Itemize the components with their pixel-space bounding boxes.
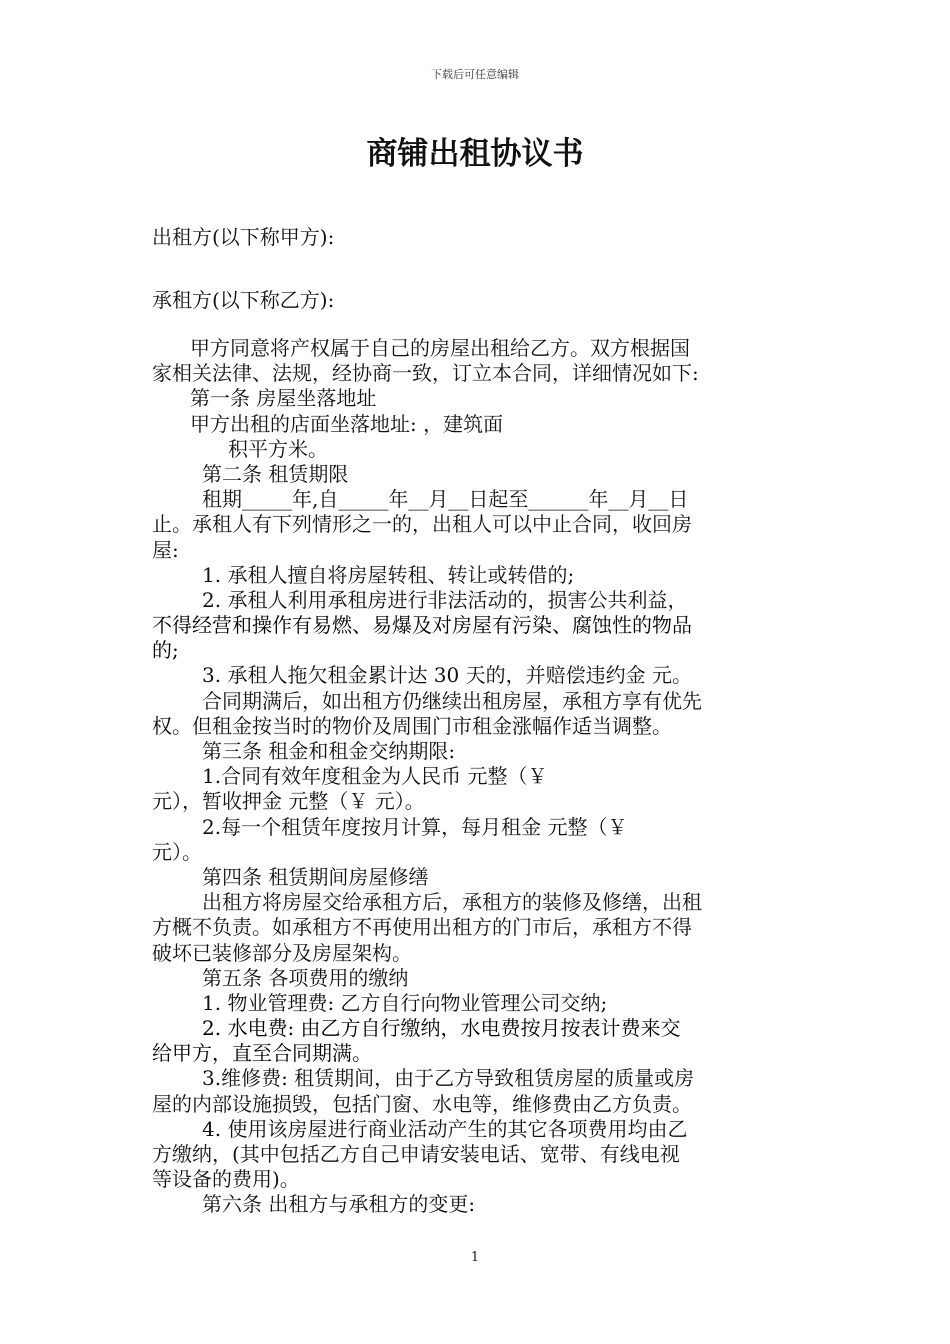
contract-body: [152, 336, 812, 1218]
list-item: 2. 承租人利用承租房进行非法活动的，损害公共利益，: [202, 587, 688, 612]
article-heading: 第三条 租金和租金交纳期限:: [202, 739, 456, 763]
body-line: 出租方将房屋交给承租方后，承租方的装修及修缮，出租: [202, 890, 702, 915]
body-line: 甲方出租的店面坐落地址: ，建筑面: [190, 411, 504, 436]
article-heading: 第五条 各项费用的缴纳: [202, 965, 409, 990]
body-line: 屋:: [152, 537, 179, 562]
body-line: 止。承租人有下列情形之一的，出租人可以中止合同，收回房: [152, 512, 692, 537]
body-line: 方缴纳，(其中包括乙方自己申请安装电话、宽带、有线电视: [152, 1142, 680, 1166]
body-line: 不得经营和操作有易燃、易爆及对房屋有污染、腐蚀性的物品: [152, 613, 692, 638]
body-line: 家相关法律、法规，经协商一致，订立本合同，详细情况如下:: [152, 361, 699, 386]
body-line: 元），暂收押金 元整（￥ 元）。: [152, 789, 425, 814]
list-item: 1.合同有效年度租金为人民币 元整（￥: [202, 764, 548, 789]
body-line: 合同期满后，如出租方仍继续出租房屋，承租方享有优先: [202, 688, 702, 713]
lessee-line: 承租方(以下称乙方):: [152, 288, 335, 312]
article-heading: 第四条 租赁期间房屋修缮: [202, 864, 429, 889]
body-line: 给甲方，直至合同期满。: [152, 1041, 372, 1066]
body-line: 权。但租金按当时的物价及周围门市租金涨幅作适当调整。: [152, 713, 672, 738]
body-line: 甲方同意将产权属于自己的房屋出租给乙方。双方根据国: [190, 336, 690, 360]
body-line: 等设备的费用)。: [152, 1167, 300, 1192]
article-heading: 第二条 租赁期限: [202, 461, 349, 486]
article-heading: 第一条 房屋坐落地址: [190, 386, 377, 411]
page-header: 下载后可任意编辑: [431, 68, 519, 81]
body-line: 租期_____年,自_____年__月__日起至______年__月__日: [202, 487, 689, 512]
body-line: 的;: [152, 638, 179, 663]
body-line: 破坏已装修部分及房屋架构。: [152, 940, 412, 965]
body-line: 元）。: [152, 839, 202, 864]
list-item: 3. 承租人拖欠租金累计达 30 天的，并赔偿违约金 元。: [202, 663, 692, 688]
list-item: 1. 承租人擅自将房屋转租、转让或转借的;: [202, 562, 575, 587]
article-heading: 第六条 出租方与承租方的变更:: [202, 1192, 476, 1217]
body-line: 积平方米。: [228, 436, 328, 461]
list-item: 2.每一个租赁年度按月计算，每月租金 元整（￥: [202, 814, 628, 839]
list-item: 4. 使用该房屋进行商业活动产生的其它各项费用均由乙: [202, 1116, 688, 1141]
body-line: 屋的内部设施损毁，包括门窗、水电等，维修费由乙方负责。: [152, 1091, 692, 1116]
list-item: 1. 物业管理费: 乙方自行向物业管理公司交纳;: [202, 990, 608, 1015]
lessor-line: 出租方(以下称甲方):: [152, 225, 335, 249]
list-item: 2. 水电费: 由乙方自行缴纳，水电费按月按表计费来交: [202, 1016, 681, 1041]
list-item: 3.维修费: 租赁期间，由于乙方导致租赁房屋的质量或房: [202, 1066, 695, 1091]
document-title: 商铺出租协议书: [366, 136, 584, 172]
page-number: 1: [470, 1250, 480, 1265]
body-line: 方概不负责。如承租方不再使用出租方的门市后，承租方不得: [152, 915, 692, 940]
